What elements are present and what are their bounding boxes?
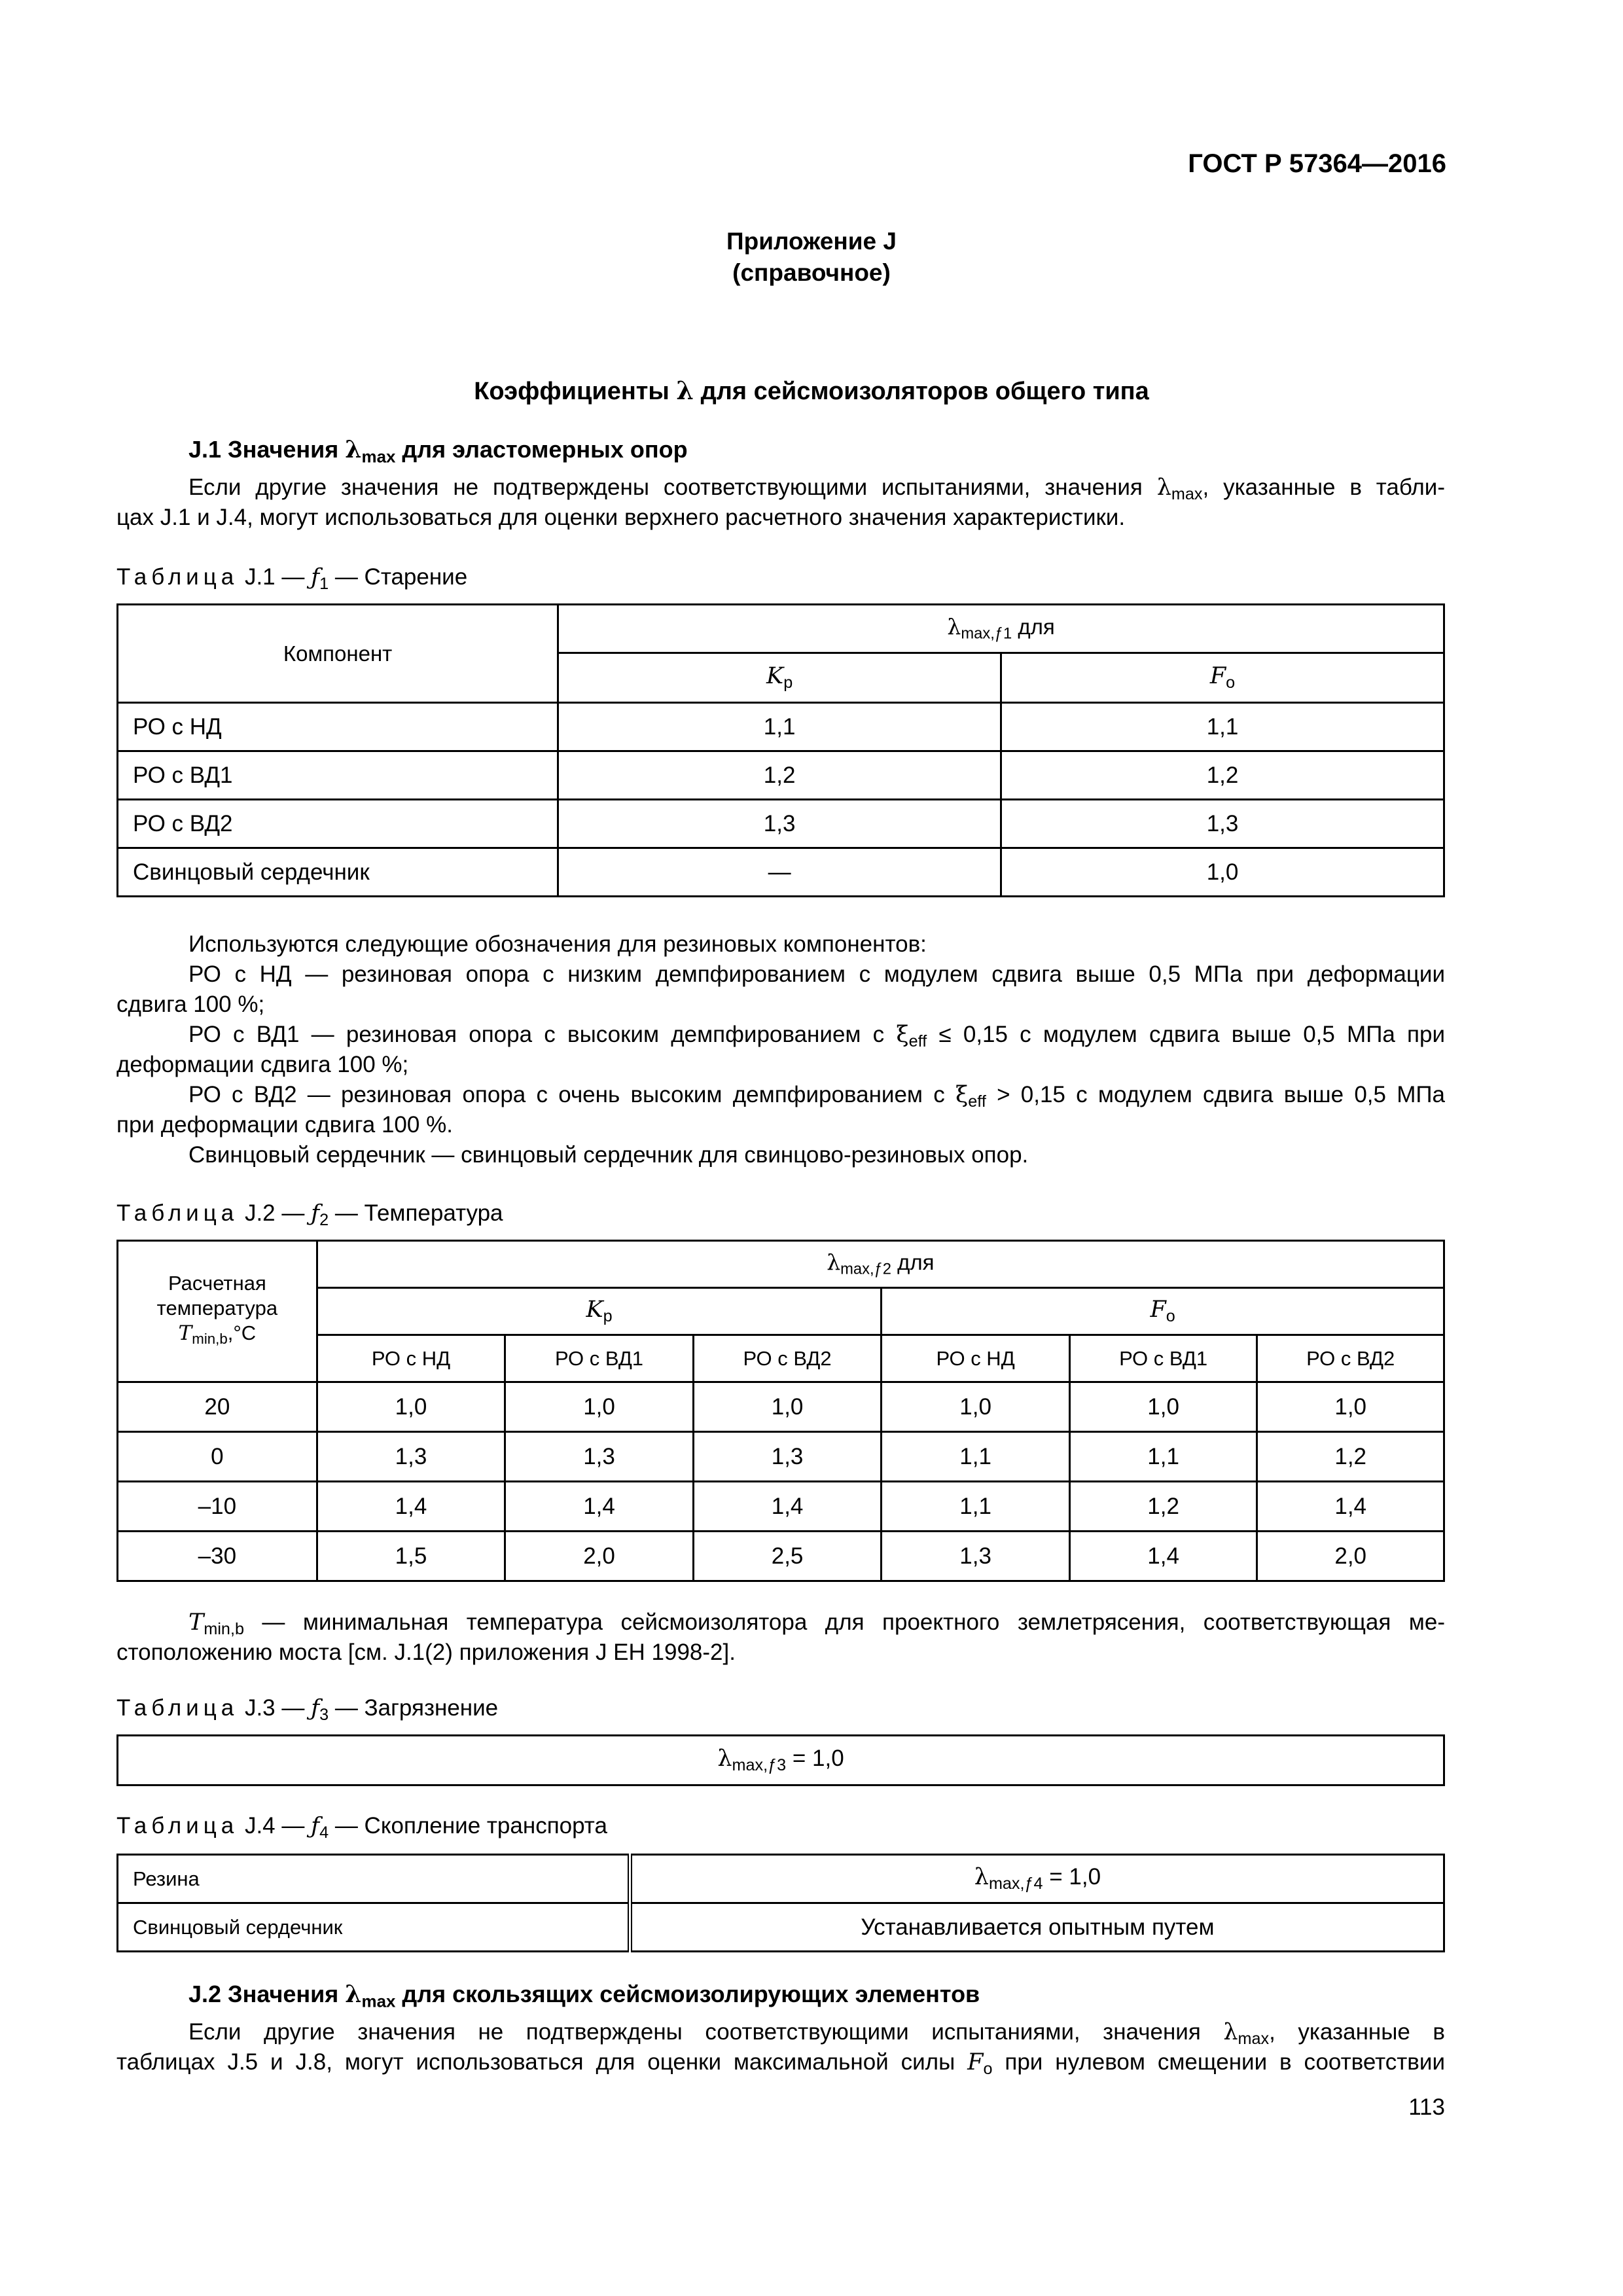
subheader: РО с ВД1 (505, 1335, 694, 1382)
lambda-symbol: λ (947, 614, 961, 640)
cell: 1,2 (1069, 1482, 1257, 1532)
lambda-symbol: λ (974, 1863, 989, 1890)
subscript: o (1226, 673, 1236, 692)
subheader: РО с НД (317, 1335, 505, 1382)
text: Расчетная (168, 1271, 266, 1295)
subscript: 1 (319, 575, 329, 594)
header-fo (1001, 653, 1444, 703)
cell: 1,4 (1257, 1482, 1444, 1532)
subscript: max (1238, 2030, 1270, 2049)
text: РО с ВД2 — резиновая опора с очень высоким демпфированием с (188, 1082, 955, 1107)
lambda-symbol: λ (345, 436, 362, 463)
subheader: РО с ВД1 (1069, 1335, 1257, 1382)
factor-symbol: ƒ (311, 1813, 320, 1839)
table-row (118, 848, 1444, 897)
table-row (118, 1532, 1444, 1581)
cell: 2,0 (505, 1532, 694, 1581)
cell: 1,0 (317, 1382, 505, 1432)
text: для (1012, 615, 1055, 639)
cell-kp: — (558, 848, 1001, 897)
notation-intro: Используются следующие обозначения для резиновых компонентов: (188, 931, 927, 957)
symbol: F (1209, 662, 1226, 689)
value: = 1,0 (1043, 1863, 1101, 1890)
caption-label: Таблица (116, 1200, 239, 1226)
section-heading-text: J.1 Значения (188, 436, 346, 463)
notation-line: РО с НД — резиновая опора с низким демпфированием с модулем сдвига выше 0,5 МПа при деформации (188, 961, 1445, 987)
subscript: 3 (319, 1706, 329, 1725)
subscript: max,ƒ3 (732, 1756, 787, 1775)
symbol: F (1150, 1296, 1166, 1323)
factor-symbol: ƒ (311, 1200, 320, 1227)
symbol: T (188, 1609, 204, 1636)
symbol: K (586, 1296, 603, 1323)
cell: 1,1 (882, 1482, 1070, 1532)
text: для (891, 1250, 935, 1275)
subheader: РО с НД (882, 1335, 1070, 1382)
caption-name: — Загрязнение (329, 1695, 499, 1721)
document-code: ГОСТ Р 57364—2016 (1188, 149, 1446, 178)
tmin-note-line: стоположению моста [см. J.1(2) приложения J ЕН 1998-2]. (116, 1640, 736, 1665)
caption-name: — Скопление транспорта (329, 1813, 607, 1839)
cell: 1,0 (1069, 1382, 1257, 1432)
factor-symbol: ƒ (311, 564, 320, 590)
cell-temp: 0 (118, 1432, 317, 1482)
section-heading-j1 (188, 436, 688, 467)
table-caption-j2 (116, 1200, 503, 1230)
cell-fo: 1,3 (1001, 800, 1444, 848)
row-name: РО с ВД1 (118, 751, 558, 800)
symbol: K (766, 662, 784, 689)
cell-kp: 1,2 (558, 751, 1001, 800)
text: > 0,15 с модулем сдвига выше 0,5 МПа (986, 1082, 1445, 1107)
main-title (0, 376, 1623, 406)
header-component: Компонент (118, 605, 558, 703)
cell: 1,0 (882, 1382, 1070, 1432)
section-heading-j2 (188, 1981, 980, 2011)
header-lambda (317, 1241, 1444, 1288)
page-number: 113 (1408, 2094, 1445, 2120)
value-cell: Устанавливается опытным путем (630, 1903, 1444, 1952)
subscript: min,b (192, 1331, 228, 1348)
table-caption-j3 (116, 1695, 498, 1725)
row-name: Свинцовый сердечник (118, 1903, 630, 1952)
subscript: o (1166, 1307, 1175, 1326)
notation-line: деформации сдвига 100 %; (116, 1052, 409, 1077)
notation-line: при деформации сдвига 100 %. (116, 1112, 453, 1138)
cell-temp: –30 (118, 1532, 317, 1581)
table-j3 (116, 1734, 1445, 1786)
subscript: max (1171, 485, 1203, 504)
table-row (118, 1432, 1444, 1482)
subscript: eff (908, 1032, 927, 1051)
header-fo (882, 1288, 1444, 1335)
table-j1 (116, 603, 1445, 897)
text: при нулевом смещении в соответствии (992, 2049, 1446, 2075)
cell: 1,1 (1069, 1432, 1257, 1482)
notation-line: сдвига 100 %; (116, 992, 265, 1017)
cell: 1,0 (505, 1382, 694, 1432)
text: Если другие значения не подтверждены соответствующими испытаниями, значения (188, 2019, 1224, 2045)
appendix-title: Приложение J (726, 228, 897, 255)
subscript: 4 (319, 1823, 329, 1842)
cell: 1,3 (882, 1532, 1070, 1581)
row-name: РО с ВД2 (118, 800, 558, 848)
cell: 1,3 (317, 1432, 505, 1482)
table-row (118, 703, 1444, 751)
cell: 1,4 (1069, 1532, 1257, 1581)
text: — минимальная температура сейсмоизолятора для проектного землетрясения, соответствующая ме- (243, 1609, 1445, 1635)
header-kp (558, 653, 1001, 703)
caption-number: J.3 — (238, 1695, 312, 1721)
cell-kp: 1,1 (558, 703, 1001, 751)
text: таблицах J.5 и J.8, могут использоваться для оценки максимальной силы (116, 2049, 968, 2075)
lambda-symbol: λ (1156, 475, 1171, 501)
cell: 1,4 (693, 1482, 882, 1532)
caption-number: J.1 — (238, 564, 312, 590)
cell-fo: 1,2 (1001, 751, 1444, 800)
lambda-symbol: λ (676, 376, 694, 405)
cell-temp: –10 (118, 1482, 317, 1532)
subscript: max (361, 1992, 396, 2011)
cell-temp: 20 (118, 1382, 317, 1432)
xi-symbol: ξ (955, 1082, 969, 1108)
lambda-value-cell (630, 1855, 1444, 1903)
lambda-symbol: λ (827, 1249, 841, 1276)
row-name: Свинцовый сердечник (118, 848, 558, 897)
table-j2 (116, 1240, 1445, 1582)
table-row (118, 751, 1444, 800)
subscript: max,ƒ1 (961, 624, 1012, 643)
text: температура (156, 1296, 278, 1319)
table-row (118, 1482, 1444, 1532)
text: , указанные в табли- (1202, 475, 1446, 500)
text: РО с ВД1 — резиновая опора с высоким демпфированием с (188, 1022, 897, 1047)
section-heading-text: для эластомерных опор (395, 436, 688, 463)
caption-label: Таблица (116, 1695, 239, 1721)
caption-number: J.2 — (238, 1200, 312, 1226)
header-kp (317, 1288, 882, 1335)
cell-fo: 1,1 (1001, 703, 1444, 751)
paragraph-line: цах J.1 и J.4, могут использоваться для оценки верхнего расчетного значения характеристики. (116, 505, 1126, 530)
header-lambda (558, 605, 1444, 653)
table-caption-j4 (116, 1813, 607, 1842)
row-name: РО с НД (118, 703, 558, 751)
subscript: o (983, 2060, 993, 2079)
lambda-symbol: λ (1223, 2019, 1238, 2045)
cell-fo: 1,0 (1001, 848, 1444, 897)
notation-line: Свинцовый сердечник — свинцовый сердечник для свинцово-резиновых опор. (188, 1142, 1029, 1168)
text: ,°C (227, 1321, 257, 1344)
paragraph-line (116, 2047, 1445, 2084)
cell: 1,5 (317, 1532, 505, 1581)
cell: 1,3 (693, 1432, 882, 1482)
table-caption-j1 (116, 564, 467, 594)
lambda-symbol: λ (345, 1981, 362, 2008)
caption-name: — Температура (329, 1200, 503, 1226)
subscript: eff (968, 1092, 986, 1111)
cell: 1,1 (882, 1432, 1070, 1482)
cell: 1,3 (505, 1432, 694, 1482)
row-name: Резина (118, 1855, 630, 1903)
lambda-value-cell (118, 1736, 1444, 1785)
cell: 1,4 (317, 1482, 505, 1532)
symbol: F (967, 2049, 984, 2075)
subscript: max (361, 448, 396, 467)
xi-symbol: ξ (896, 1022, 909, 1048)
caption-name: — Старение (329, 564, 468, 590)
table-row (118, 800, 1444, 848)
cell: 1,2 (1257, 1432, 1444, 1482)
text: ≤ 0,15 с модулем сдвига выше 0,5 МПа при (927, 1022, 1446, 1047)
subheader: РО с ВД2 (1257, 1335, 1444, 1382)
subscript: p (603, 1307, 613, 1326)
header-temperature (118, 1241, 317, 1382)
caption-label: Таблица (116, 564, 239, 590)
appendix-kind: (справочное) (732, 259, 891, 286)
cell: 1,4 (505, 1482, 694, 1532)
cell: 1,0 (693, 1382, 882, 1432)
subscript: 2 (319, 1211, 329, 1230)
subheader: РО с ВД2 (693, 1335, 882, 1382)
main-title-text: Коэффициенты (474, 378, 677, 405)
symbol: T (178, 1321, 192, 1345)
text: , указанные в (1269, 2019, 1445, 2045)
caption-number: J.4 — (238, 1813, 312, 1839)
caption-label: Таблица (116, 1813, 239, 1839)
cell: 2,5 (693, 1532, 882, 1581)
subscript: max,ƒ4 (988, 1874, 1043, 1893)
subscript: max,ƒ2 (840, 1260, 891, 1278)
lambda-symbol: λ (717, 1745, 732, 1772)
subscript: p (783, 673, 793, 692)
cell: 2,0 (1257, 1532, 1444, 1581)
subscript: min,b (204, 1620, 244, 1639)
text: Если другие значения не подтверждены соответствующими испытаниями, значения (188, 475, 1157, 500)
factor-symbol: ƒ (311, 1695, 320, 1721)
table-row (118, 1382, 1444, 1432)
value: = 1,0 (786, 1745, 844, 1771)
cell-kp: 1,3 (558, 800, 1001, 848)
section-heading-text: J.2 Значения (188, 1981, 346, 2007)
cell: 1,0 (1257, 1382, 1444, 1432)
section-heading-text: для скользящих сейсмоизолирующих элементов (395, 1981, 980, 2007)
main-title-text: для сейсмоизоляторов общего типа (694, 378, 1149, 405)
table-j4 (116, 1854, 1445, 1952)
